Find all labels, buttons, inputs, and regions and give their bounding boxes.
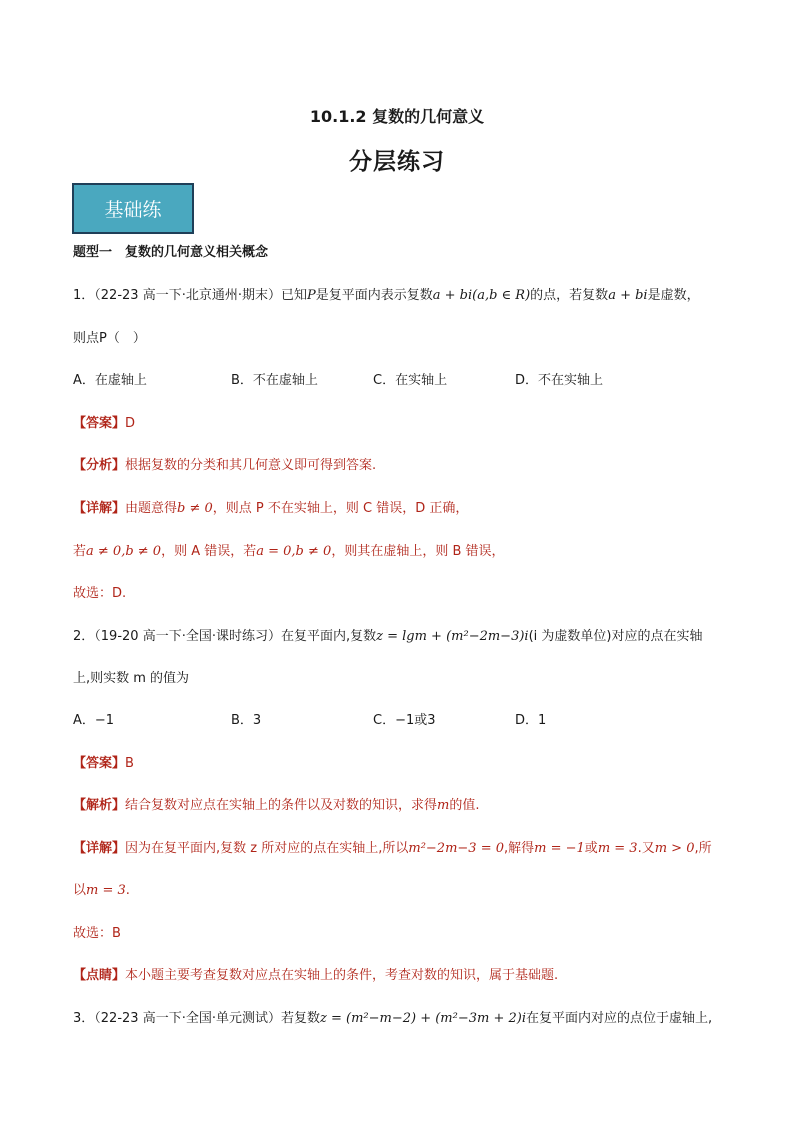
question-2-stem — [73, 628, 733, 646]
comment-line — [73, 967, 733, 985]
detail-line — [73, 500, 733, 518]
detail-text: ,所 — [694, 841, 712, 856]
analysis-line — [73, 797, 733, 815]
option-d: D．1 — [515, 713, 547, 728]
math-expr: P — [306, 288, 316, 303]
detail-line-2 — [73, 543, 733, 561]
analysis-line — [73, 457, 733, 475]
math-expr: a = 0,b ≠ 0 — [256, 544, 332, 559]
question-1-stem — [73, 287, 733, 305]
comment-tag: 【点睛】 — [73, 968, 126, 983]
stem-text: 在复平面内,复数 — [280, 629, 377, 644]
math-expr: m = −1 — [534, 841, 585, 856]
choose-line: 故选：B — [73, 926, 121, 941]
option-a: A．在虚轴上 — [73, 373, 147, 388]
detail-text: ，则点 P 不在实轴上，则 C 错误，D 正确， — [212, 501, 469, 516]
stem-text: 已知 — [280, 288, 307, 303]
math-expr: a + bi(a,b ∈ R) — [432, 288, 531, 303]
choose-line: 故选：D. — [73, 586, 127, 601]
question-1-options — [73, 372, 733, 390]
question-3-stem — [73, 1010, 733, 1028]
question-2-options — [73, 712, 733, 730]
detail-text: . — [125, 883, 130, 898]
stem-text: 若复数 — [280, 1011, 320, 1026]
detail-text: 由题意得 — [125, 501, 178, 516]
math-expr: z = lgm + (m²−2m−3)i — [376, 629, 529, 644]
option-b: B．3 — [231, 713, 262, 728]
option-b: B．不在虚轴上 — [231, 373, 318, 388]
question-source: （22-23 高一下·全国·单元测试） — [94, 1011, 281, 1026]
math-expr: m²−2m−3 = 0 — [408, 841, 504, 856]
detail-tag: 【详解】 — [73, 501, 126, 516]
detail-text: 因为在复平面内,复数 z 所对应的点在实轴上,所以 — [125, 841, 409, 856]
detail-text: ,解得 — [504, 841, 535, 856]
analysis-text: 结合复数对应点在实轴上的条件以及对数的知识，求得 — [125, 798, 438, 813]
detail-line — [73, 840, 733, 858]
detail-text: 或 — [584, 841, 598, 856]
question-number: 1． — [73, 288, 95, 303]
stem-text: 是复平面内表示复数 — [315, 288, 433, 303]
answer-line — [73, 415, 733, 433]
detail-line-2 — [73, 882, 733, 900]
stem-text: (i 为虚数单位)对应的点在实轴 — [528, 629, 703, 644]
option-c: C．在实轴上 — [373, 373, 448, 388]
answer-tag: 【答案】 — [73, 416, 126, 431]
math-expr: m — [437, 798, 450, 813]
option-d: D．不在实轴上 — [515, 373, 604, 388]
question-source: （19-20 高一下·全国·课时练习） — [94, 629, 281, 644]
detail-text: ，则 A 错误，若 — [161, 544, 257, 559]
question-2-stem-line2: 上,则实数 m 的值为 — [73, 671, 190, 686]
detail-text: ，则其在虚轴上，则 B 错误， — [331, 544, 505, 559]
type-heading: 题型一 复数的几何意义相关概念 — [73, 245, 269, 260]
stem-text: 是虚数， — [647, 288, 700, 303]
answer-value: D — [125, 416, 136, 431]
question-1-stem-line2: 则点P（ ） — [73, 331, 146, 346]
detail-text: .又 — [637, 841, 655, 856]
math-expr: m = 3 — [86, 883, 126, 898]
analysis-text: 的值. — [449, 798, 480, 813]
answer-value: B — [125, 756, 134, 771]
detail-tag: 【详解】 — [73, 841, 126, 856]
math-expr: a + bi — [608, 288, 648, 303]
analysis-tag: 【解析】 — [73, 798, 126, 813]
math-expr: z = (m²−m−2) + (m²−3m + 2)i — [319, 1011, 526, 1026]
answer-line — [73, 755, 733, 773]
page-subtitle: 分层练习 — [349, 148, 445, 175]
option-a: A．−1 — [73, 713, 115, 728]
analysis-tag: 【分析】 — [73, 458, 126, 473]
question-number: 3． — [73, 1011, 95, 1026]
stem-text: 的点，若复数 — [530, 288, 609, 303]
math-expr: b ≠ 0 — [177, 501, 213, 516]
analysis-text: 根据复数的分类和其几何意义即可得到答案. — [125, 458, 377, 473]
section-title: 10.1.2 复数的几何意义 — [309, 107, 485, 126]
math-expr: a ≠ 0,b ≠ 0 — [86, 544, 162, 559]
comment-text: 本小题主要考查复数对应点在实轴上的条件，考查对数的知识，属于基础题. — [125, 968, 559, 983]
detail-text: 若 — [73, 544, 87, 559]
answer-tag: 【答案】 — [73, 756, 126, 771]
option-c: C．−1或3 — [373, 713, 436, 728]
stem-text: 在复平面内对应的点位于虚轴上, — [525, 1011, 713, 1026]
detail-text: 以 — [73, 883, 87, 898]
math-expr: m = 3 — [597, 841, 638, 856]
math-expr: m > 0 — [654, 841, 695, 856]
question-number: 2． — [73, 629, 95, 644]
level-badge: 基础练 — [72, 183, 194, 234]
question-source: （22-23 高一下·北京通州·期末） — [94, 288, 281, 303]
